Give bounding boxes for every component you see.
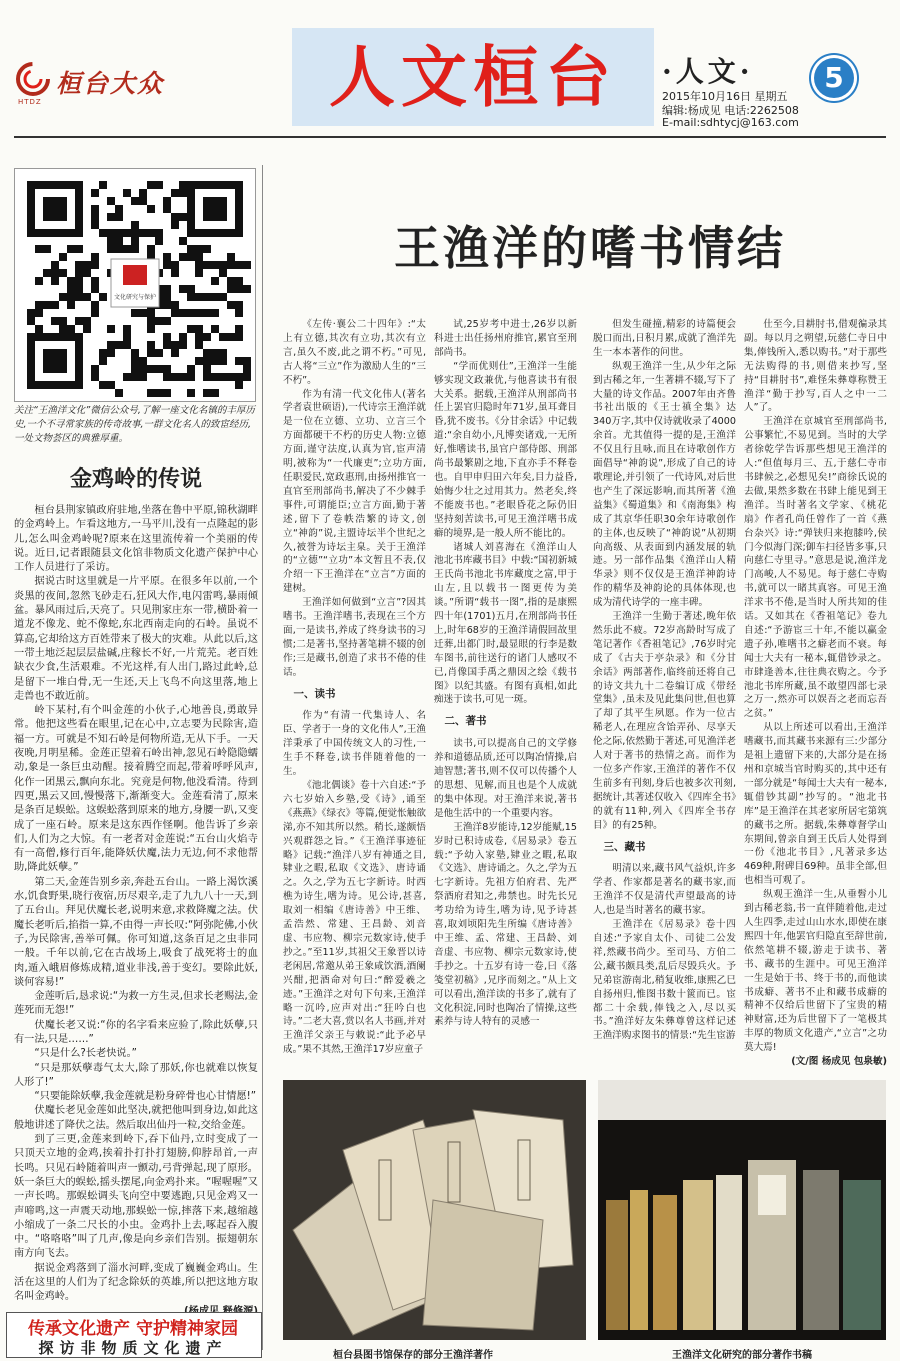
date-line: 2015年10月16日 星期五 [662,90,788,103]
paragraph: “只是那妖孽毒气太大,除了那妖,你也就难以恢复人形了!” [14,1062,258,1088]
paragraph: 作为有清一代文化伟人(著名学者袁世硕语),一代诗宗王渔洋就是一位在立德、立功、立言三个方面都硬干不朽的历史人物:立德方面,谨守法度,认真为官,宦声清明,被称为“一代廉吏”;立功方面,任职爱民,宽政惠刑,由扬州推官一直官至刑部尚书,解决了不少棘手事件,可谓能臣;立言方面,勤于著述,留下了卷帙浩繁的诗文,创立“神韵”说,主盟诗坛半个世纪之久,被誉为诗坛主臬。关于王渔洋的“立德”“立功”本文暂且不表,仅介绍一下王渔洋在“立言”方面的建树。 [283,388,426,595]
column-divider [262,165,263,1350]
paragraph: 作为“有清一代集诗人、名臣、学者于一身的文化伟人”,王渔洋秉承了中国传统文人的习性,一生手不释卷,读书伴随着他的一生。 [283,710,426,778]
article1-title: 金鸡岭的传说 [69,466,202,492]
heritage-slogan: 传承文化遗产 守护精神家园 [28,1319,238,1339]
article2-column-3 [593,318,736,1078]
paragraph: 王渔洋8岁能诗,12岁能赋,15岁时已积诗成卷,《居易录》卷五载:“予幼入家塾,肄业之暇,私取《文选》、唐诗诵之。久之,学为五七字新诗。先祖方伯府君、先严祭酒府君知之,弗禁也。时先长兄考功给为诗生,嗜为诗,见予诗甚喜,取刘顷阳先生所编《唐诗善》中王维、孟、常建、王昌龄、刘音虚、韦应物、柳宗元数家诗,使手抄之。十五岁有诗一卷,曰《落笺堂初稿》,兄序而刻之。”从上文可以看出,渔洋读的书多了,就有了文化积淀,同时也陶冶了情操,这些素养与诗人特有的灵感一 [434,821,577,1028]
newspaper-abbrev: HTDZ [18,98,42,106]
heritage-column-name: 探访非物质文化遗产 [38,1339,228,1357]
section-name: ·人文· [662,55,754,88]
paragraph: 从以上所述可以看出,王渔洋嗜藏书,而其藏书来源有三:少部分是祖上遗留下来的,大部分是在扬州和京城当官时购买的,其中还有一部分就是“每闻士大夫有一秘本,辄借钞其副”抄写的。“池北书库”是王渔洋在其老家所居宅第筑的藏书之所。据载,朱彝尊督学山东期间,曾亲自到王氏后人处得到一份《池北书目》,凡著录多达469种,附碑目69种。虽非全部,但也相当可观了。 [744,722,887,887]
photo1-caption: 桓台县图书馆保存的部分王渔洋著作 [333,1350,493,1361]
paragraph: 据说金鸡落到了淄水河畔,变成了巍巍金鸡山。生活在这里的人们为了纪念除妖的英雄,所以把这地方取名叫金鸡岭。 [14,1262,258,1303]
masthead-divider [14,136,886,138]
section-heading: 三、藏书 [603,840,646,853]
article2-column-4 [744,318,887,1078]
paragraph: 《池北偶谈》卷十六自述:“予六七岁始入乡塾,受《诗》,诵至《燕燕》《绿衣》等篇,便觉怅触欲涕,亦不知其所以然。稍长,遂颇悟兴观群怨之旨。”《王渔洋事迹征略》记载:“渔洋八岁有神通之目,肄业之暇,私取《文选》、唐诗诵之。久之,学为五七字新诗。时西樵为诗生,嗜为诗。见公诗,甚喜,取刘一相编《唐诗善》中王维、孟浩然、常建、王昌龄、刘音虚、韦应物、柳宗元数家诗,使手抄之。”至11岁,其祖父王象晋以诗老闲居,常邀从弟王象咸饮酒,酒阑兴酣,把酒命对句曰:“醉爱羲之迹。”王渔洋之对句下句来,王渔洋略一沉吟,应声对出:“狂吟白也诗。”二老大喜,赏以名人书画,并对王渔洋父亲王与敕说:“此予必早成。”果不其然,王渔洋17岁应童子 [283,780,426,1056]
photo-research-books [598,1080,886,1340]
paragraph: 据说古时这里就是一片平原。在很多年以前,一个炎黑的夜间,忽然飞砂走石,狂风大作,电闪雷鸣,暴雨倾盆。暴风雨过后,天亮了。只见荆家庄东一带,横卧着一道龙不像龙、蛇不像蛇,东北西南走向的石岭。虽说不算高,它却给这方百姓带来了极大的灾难。从此以后,这一带土地泛起层层盐碱,庄稼长不好,一片荒芜。老百姓缺衣少食,生活艰难。不光这样,有人出门,路过此岭,总是留下一堆白骨,无一生还,天上飞鸟不向这里落,地上走兽也不敢近前。 [14,576,258,702]
article2-column-1 [283,318,426,1078]
paragraph: 桓台县荆家镇政府驻地,坐落在鲁中平原,锦秋湖畔的金鸡岭上。乍看这地方,一马平川,没有一点隆起的影儿,怎么叫金鸡岭呢?原来在这里流传着一个美丽的传说。近日,记者跟随县文化馆非物质文化遗产保护中心工作人员进行了采访。 [14,505,258,574]
paragraph: “只是什么?长老快说。” [34,1048,137,1060]
newspaper-name: 桓台大众 [56,69,165,98]
paragraph: 试,25岁考中进士,26岁以新科进士出任扬州府推官,累官至刑部尚书。 [434,319,577,358]
section-heading: 二、著书 [444,715,487,728]
paragraph: 纵观王渔洋一生,从少年之际到古稀之年,一生著耕不辍,写下了大量的诗文作品。2007年由齐鲁书社出版的《王士禛全集》达340万字,其中仅诗就收录了4000余首。尤其值得一提的是,王渔洋不仅且行且咏,而且在诗歌创作方面倡导“神韵说”,形成了自己的诗歌理论,并引领了一代诗风,对后世也产生了深远影响,而其所著《渔益集》《蜀道集》和《南海集》构成了其京华任职30余年诗歌创作的主体,也反映了“神韵说”从初期向高级、从表面到内涵发展的轨迹。另一部作品集《渔洋山人精华录》则不仅仅是王渔洋神韵诗作的精华及神韵论的具体体现,也成为清代诗学的一座丰碑。 [593,360,736,609]
paragraph: “只要能除妖孽,我金莲就是粉身碎骨也心甘情愿!” [34,1091,257,1103]
paragraph: 明清以来,藏书风气益炽,许多学者、作家都是著名的藏书家,而王渔洋不仅是清代声望最高的诗人,也是当时著名的藏书家。 [593,863,736,917]
qr-caption: 关注“王渔洋文化”微信公众号,了解一座文化名镇的丰厚历史,一个不寻常家族的传奇故事,一群文化名人的致宦经历,一处文物荟区的典雅厚重。 [14,405,255,444]
email-line: E-mail:sdhtycj@163.com [662,116,799,129]
paragraph: 到了三更,金莲来到岭下,吞下仙丹,立时变成了一只顶天立地的金鸡,挨着扑打扑打翅膀,仰脖昂首,一声长鸣。只见石岭随着叫声一颤动,弓背弹起,现了原形。妖一条巨大的蜈蚣,摇头摆尾,向金鸡扑来。“喔喔喔”又一声长鸣。那蜈蚣调头飞向空中要逃跑,只见金鸡又一声啼鸣,这一声震天动地,那蜈蚣一惊,摔落下来,越缩越小缩成了一条二尺长的小虫。金鸡扑上去,啄起吞入腹中。“咯咯咯”叫了几声,像是向乡亲们告别。振翅朝东南方向飞去。 [14,1134,258,1260]
section-heading: 一、读书 [293,687,336,700]
paragraph: 诸城人刘喜海在《渔洋山人池北书库藏书目》中载:“国初新城王氏尚书池北书库藏度之富,甲于山左,且以载书一图更传为美谈。”所谓“载书一图”,指的是康熙四十年(1701)五月,在刑部尚书任上,时年68岁的王渔洋请假回故里迁葬,出都门时,最显眼的行李是数车图书,前往送行的诸门人感叹不已,肖像国手禹之鼎因之绘《载书图》以纪其盛。有图有真相,如此痴迷于读书,可见一斑。 [434,541,577,706]
article1-body [14,504,258,1319]
paragraph: 读书,可以提高自己的文学修养和道德品质,还可以陶冶情操,启迪智慧;著书,则不仅可以传播个人的思想、见解,而且也是个人成就的集中体现。对王渔洋来说,著书是他生活中的一个重要内容。 [434,738,577,819]
photo2-caption: 王渔洋文化研究的部分著作书稿 [672,1350,812,1361]
paragraph: 《左传·襄公二十四年》:“太上有立德,其次有立功,其次有立言,虽久不废,此之谓不朽。”可见,古人将“三立”作为激励人生的“三不朽”。 [283,319,426,386]
paragraph: 王渔洋在《居易录》卷十四自述:“予家自太仆、司徒二公发祥,然藏书尚少。至司马、方伯二公,藏书颇具类,乱后尽毁兵火。予兄弟宦游南北,稍复收维,康熙乙巳自扬州归,惟图书数十篋而已。宦都二十余载,俸钱之入,尽以买书。”渔洋好友朱彝尊曾这样记述王渔洋购求图书的情景:“先生宦游 [593,919,736,1042]
article2-column-2 [434,318,577,1078]
paragraph: 金莲听后,恳求说:“为救一方生灵,但求长老赐法,金莲死而无怨!” [14,991,258,1017]
paragraph: 仕至今,目耕肘书,借观徧录其副。每以月之朔望,玩慈仁寺日中集,俸钱所入,悉以购书。”对于那些无法购得的书,则借来抄写,坚持“目耕肘书”,难怪朱彝尊称赞王渔洋“勤于抄写,百人之中一二人”了。 [744,319,887,414]
paragraph: 王渔洋一生勤于著述,晚年依然乐此不疲。72岁高龄时写成了笔记著作《香祖笔记》,76岁时完成了《古夫于亭杂录》和《分甘余话》两部著作,临终前还将自己的诗文共九十二卷编订成《带经堂集》,虽未及见此集问世,但也算了却了其平生夙愿。作为一位古稀老人,在理应含饴弄孙、尽享天伦之际,依然勤于著述,可见渔洋老人对于著书的热情之高。而作为一位多产作家,王渔洋的著作不仅生前多有刊刻,身后也被多次刊刻,据统计,其著述仅收入《四库全书》的就有11种,列入《四库全书存目》的有25种。 [593,611,736,831]
paragraph: 伏魔长老又说:“你的名字看来应验了,除此妖孽,只有一法,只是……” [14,1019,258,1045]
paragraph: 岭下某村,有个叫金莲的小伙子,心地善良,勇敢异常。他把这些看在眼里,记在心中,立志要为民除害,造福一方。可就是不知石岭是何物所造,无从下手。一天夜晚,月明星稀。金莲正望着石岭出神,忽见石岭隐隐蠕动,象是一条巨虫动醒。接着腾空而起,带着呼呼风声,化作一团黑云,飘向东北。究竟是何物,他没看清。待到四更,黑云又回,慢慢落下,渐渐变大。金莲看清了,原来是条百足蜈蚣。这蜈蚣落到原来的地方,身腰一趴,又变成了一座石岭。原来是这东西作怪啊。他告诉了乡亲们,人们为之大惊。有一老者对金莲说:“五台山火焰寺有一高僧,修行百年,能降妖伏魔,法力无边,何不求他帮助,降此妖孽。” [14,705,258,874]
paragraph: 王渔洋如何做到“立言”?因其嗜书。王渔洋嗜书,表现在三个方面,一是读书,养成了终身读书的习惯;二是著书,坚持著笔耕不辍的创作;三是藏书,创造了求书不倦的佳话。 [283,597,426,678]
qr-center-label: 文化研究与保护 [113,294,157,301]
editor-line: 编辑:杨成见 电话:2262508 [662,104,799,117]
paragraph: 第二天,金莲告别乡亲,奔赴五台山。一路上渴饮溪水,饥食野果,晓行夜宿,历尽艰辛,走了九九八十一天,到了五台山。拜见伏魔长老,说明来意,求救降魔之法。伏魔长老听后,掐指一算,不由得一声长叹:“阿弥陀佛,小伙子,为民除害,善举可佩。你可知道,这条百足之虫非同一般。千年以前,它在古战场上,吸食了战死将士的血肉,遁入峨眉修炼成精,道业非浅,善于变幻。要除此妖,谈何容易!” [14,876,258,988]
paragraph: 伏魔长老见金莲如此坚决,就把他叫到身边,如此这般地讲述了降伏之法。然后取出仙丹一粒,交给金莲。 [14,1105,258,1131]
paragraph: 纵观王渔洋一生,从垂髫小儿到古稀老翁,书一直伴随着他,走过人生四季,走过山山水水,即使在康熙四十年,他罢官归隐直至辞世前,依然笔耕不辍,游走于读书、著书、藏书的生涯中。可见王渔洋一生是始于书、终于书的,而他读书成癖、著书不止和藏书成癖的精神不仅给后世留下了宝贵的精神财富,还为后世留下了一笔极其丰厚的物质文化遗产,“立言”之功莫大焉! [744,889,887,1054]
byline: (文/图 杨成见 包泉敏) [791,1056,887,1068]
paragraph: 王渔洋在京城官至刑部尚书,公事繁忙,不易见到。当时的大学者徐乾学告诉那些想见王渔洋的人:“但值每月三、五,于慈仁寺市书肆候之,必想见矣!”商徐氏说的去做,果然多数在书肆上能见到王渔洋。当时著名文学家、《桃花扇》作者孔尚任曾作了一首《燕台杂兴》诗:“弹铗归来抱膝吟,侯门今似海门深;御车扫径皆多事,只向慈仁寺里寻。”意思是说,渔洋龙门高峻,人不易见。每于慈仁寺购书,就可以一睹其真容。可见王渔洋求书不倦,是当时人所共知的佳话。又如其在《香祖笔记》卷九自述:“予游宦三十年,不能以赢金遗子孙,唯嗜书之癖老而不衰。每闻士大夫有一秘本,辄借钞录之。市肆逢善本,往往典衣购之。今予池北书库所藏,虽不敢望四部七录之万一,然亦可以娱吾之老而忘吾之贫。” [744,416,887,720]
photo-old-books [283,1080,586,1340]
section-title: 人文桓台 [329,38,617,116]
page-number-badge: 5 [814,58,854,98]
paragraph: 但发生碰撞,精彩的诗篇便会脱口而出,日积月累,成就了渔洋先生一本本著作的问世。 [593,319,736,358]
qr-code-icon [15,169,255,401]
paragraph: “学而优则仕”,王渔洋一生能够实现文政兼优,与他喜读书有很大关系。据载,王渔洋从刑部尚书任上罢官归隐时年71岁,虽耳聋目昏,犹不废书。《分甘余话》中记载道:“余自幼小,凡博奕诸戏,一无所好,惟嗜读书,虽官户部侍郎、刑部尚书最繁剧之地,下直亦手不释卷也。自甲申归田六年矣,目力益昏,始悔少壮之过用其力。然老矣,终不能废书也。”老眼昏花之际仍旧坚持刻苦读书,可见王渔洋嗜书成癖的境界,是一般人所不能比的。 [434,360,577,539]
qr-code[interactable] [14,168,256,402]
article2-title: 王渔洋的嗜书情结 [394,221,786,275]
newspaper-logo-icon [16,62,50,96]
